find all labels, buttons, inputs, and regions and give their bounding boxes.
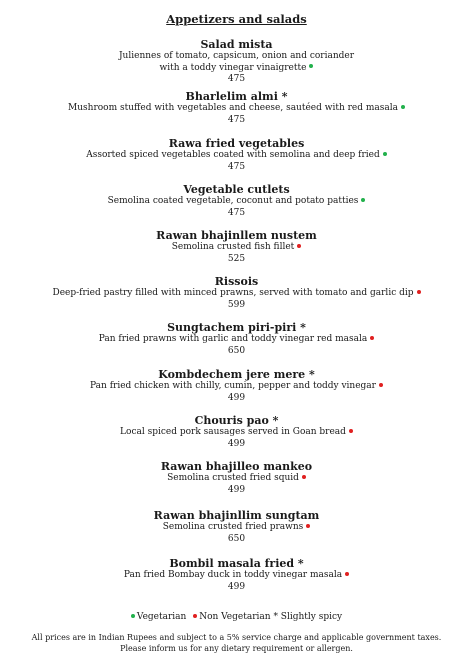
menu-item <box>0 229 473 265</box>
nonveg-dot-icon <box>306 524 310 528</box>
menu-item-description <box>0 242 473 254</box>
menu-item-description <box>0 63 473 75</box>
legend-veg: Vegetarian <box>136 612 187 622</box>
menu-item-name: Rawan bhajinllim sungtam <box>153 509 320 522</box>
menu-item-description-text: Semolina crusted fried prawns <box>162 522 304 532</box>
veg-dot-icon <box>131 614 135 618</box>
menu-item <box>0 460 473 496</box>
veg-dot-icon <box>383 152 387 156</box>
menu-item-description-text: Deep-fried pastry filled with minced prawns, served with tomato and garlic dip <box>52 288 414 298</box>
menu-item-name: Salad mista <box>200 38 273 51</box>
section-title: Appetizers and salads <box>166 12 307 26</box>
menu-item-name: Sungtachem piri-piri * <box>167 321 306 334</box>
menu-item-description-text: Pan fried prawns with garlic and toddy vinegar red masala <box>98 334 368 344</box>
nonveg-dot-icon <box>297 244 301 248</box>
nonveg-dot-icon <box>370 336 374 340</box>
footer <box>0 633 473 654</box>
nonveg-dot-icon <box>302 475 306 479</box>
menu-item-description <box>0 473 473 485</box>
menu-item-price: 650 <box>227 533 246 544</box>
menu-item-description-text: Pan fried Bombay duck in toddy vinegar masala <box>123 570 343 580</box>
nonveg-dot-icon <box>349 429 353 433</box>
menu-item-description <box>0 570 473 582</box>
menu-item-price: 499 <box>227 581 246 592</box>
menu-item-description-text: Semolina crusted fish fillet <box>171 242 295 252</box>
menu-item-description-text: Local spiced pork sausages served in Goan bread <box>120 427 346 437</box>
menu-item-price: 475 <box>227 207 246 218</box>
nonveg-dot-icon <box>193 614 197 618</box>
menu-item-name: Rissois <box>214 275 259 288</box>
nonveg-dot-icon <box>345 572 349 576</box>
menu-item-name: Bombil masala fried * <box>169 557 304 570</box>
menu-item <box>0 368 473 404</box>
menu-item <box>0 321 473 357</box>
menu-item-name: Kombdechem jere mere * <box>158 368 315 381</box>
menu-item <box>0 137 473 173</box>
nonveg-dot-icon <box>379 383 383 387</box>
menu-item-price: 475 <box>227 161 246 172</box>
menu-item-price: 499 <box>227 484 246 495</box>
menu-item-price: 475 <box>227 74 246 84</box>
menu-item-description <box>0 150 473 162</box>
menu-item-description-text: Semolina coated vegetable, coconut and potato patties <box>107 196 359 206</box>
menu-item-name: Bharlelim almi * <box>185 90 288 103</box>
menu-item <box>0 275 473 311</box>
menu-item-description <box>0 288 473 300</box>
menu-item <box>0 414 473 450</box>
menu-item-description <box>0 381 473 393</box>
menu-item-price: 475 <box>227 114 246 125</box>
veg-dot-icon <box>309 64 313 68</box>
menu-item-price: 599 <box>227 299 246 310</box>
legend-spicy: * Slightly spicy <box>273 612 343 622</box>
menu-item <box>0 38 473 86</box>
menu-item-name: Chouris pao * <box>194 414 279 427</box>
veg-dot-icon <box>401 105 405 109</box>
menu-item-price: 499 <box>227 438 246 449</box>
menu-item-description <box>0 427 473 439</box>
menu-item-description-text: Mushroom stuffed with vegetables and cheese, sautéed with red masala <box>68 103 398 113</box>
menu-item-description <box>0 334 473 346</box>
footer-line: All prices are in Indian Rupees and subject to a 5% service charge and applicable government taxes. <box>31 633 442 642</box>
menu-item-price: 499 <box>227 392 246 403</box>
veg-dot-icon <box>361 198 365 202</box>
menu-item-description-text: Assorted spiced vegetables coated with semolina and deep fried <box>86 150 380 160</box>
footer-line: Please inform us for any dietary requirement or allergen. <box>120 643 353 653</box>
menu-item-description <box>0 51 473 63</box>
menu-item <box>0 183 473 219</box>
menu-item-price: 650 <box>227 345 246 356</box>
menu-item-description <box>0 522 473 534</box>
menu-item-description-text: with a toddy vinegar vinaigrette <box>159 62 307 73</box>
menu-item-description <box>0 196 473 208</box>
menu-item <box>0 557 473 593</box>
menu-item-description-text: Semolina crusted fried squid <box>167 473 299 483</box>
menu-item-description-text: Pan fried chicken with chilly, cumin, pepper and toddy vinegar <box>90 381 376 391</box>
menu-item <box>0 90 473 126</box>
menu-item-name: Rawan bhajinllem nustem <box>156 229 317 242</box>
menu-item-price: 525 <box>227 253 246 264</box>
legend-nonveg: Non Vegetarian <box>199 612 271 622</box>
nonveg-dot-icon <box>417 290 421 294</box>
menu-item-name: Vegetable cutlets <box>183 183 290 196</box>
menu-item-description <box>0 103 473 115</box>
legend <box>0 612 473 622</box>
menu-item <box>0 509 473 545</box>
menu-item-description-text: Juliennes of tomato, capsicum, onion and coriander <box>118 51 355 61</box>
menu-item-name: Rawa fried vegetables <box>168 137 305 150</box>
menu-item-name: Rawan bhajilleo mankeo <box>160 460 313 473</box>
